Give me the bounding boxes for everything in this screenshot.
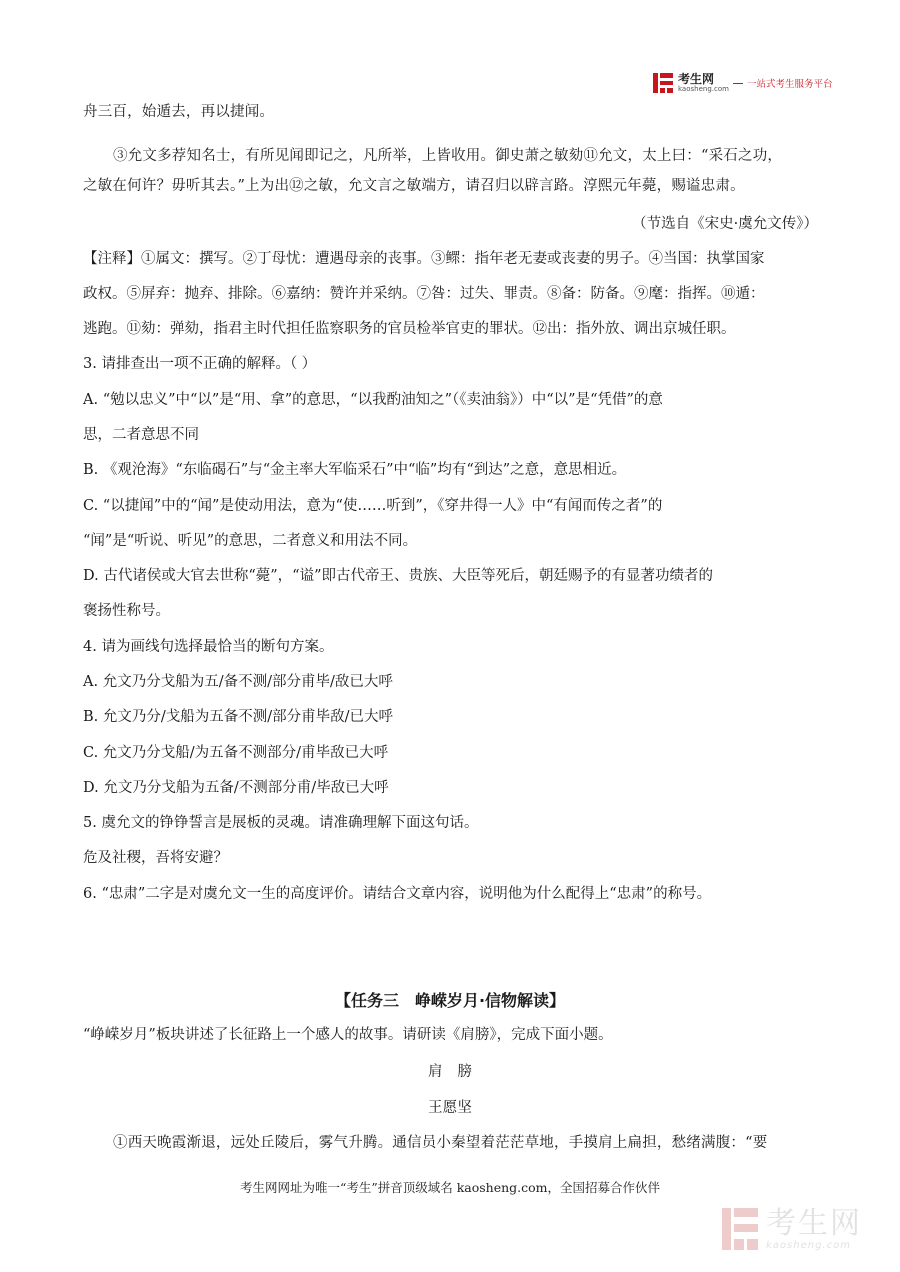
header-slogan: 一站式考生服务平台 xyxy=(746,79,833,90)
notes-line: 逃跑。⑪劾：弹劾，指君主时代担任监察职务的官员检举官吏的罪状。⑫出：指外放、调出京城任职。 xyxy=(83,321,736,337)
question-5-quote: 危及社稷，吾将安避？ xyxy=(83,850,228,866)
notes-line: 【注释】①属文：撰写。②丁母忧：遭遇母亲的丧事。③鳏：指年老无妻或丧妻的男子。④当国：执掌国家 xyxy=(83,251,765,267)
watermark xyxy=(720,1206,862,1252)
question-4-stem: 4. 请为画线句选择最恰当的断句方案。 xyxy=(83,639,334,655)
question-3-option-a-cont: 思，二者意思不同 xyxy=(83,427,199,443)
question-3-option-b: B. 《观沧海》“东临碣石”与“金主率大军临采石”中“临”均有“到达”之意，意思相近。 xyxy=(83,462,627,478)
question-6-stem: 6. “忠肃”二字是对虞允文一生的高度评价。请结合文章内容，说明他为什么配得上“忠肃”的称号。 xyxy=(83,886,712,902)
question-3-option-d-cont: 褒扬性称号。 xyxy=(83,603,170,619)
question-3-option-a: A. “勉以忠义”中“以”是“用、拿”的意思，“以我酌油知之”（《卖油翁》）中“以”是“凭借”的意 xyxy=(83,392,663,408)
question-5-stem: 5. 虞允文的铮铮誓言是展板的灵魂。请准确理解下面这句话。 xyxy=(83,815,479,831)
passage-line: 舟三百，始遁去，再以捷闻。 xyxy=(83,104,275,120)
story-author: 王愿坚 xyxy=(427,1100,473,1116)
story-title: 肩 膀 xyxy=(427,1064,473,1080)
task-3-title: 【任务三 峥嵘岁月·信物解读】 xyxy=(334,991,566,1010)
question-4-option-a: A. 允文乃分戈船为五/备不测/部分甫毕/敌已大呼 xyxy=(83,674,393,690)
header-logo[interactable] xyxy=(652,72,832,94)
question-3-option-c-cont: “闻”是“听说、听见”的意思，二者意义和用法不同。 xyxy=(83,533,418,549)
question-4-option-c: C. 允文乃分戈船/为五备不测部分/甫毕敌已大呼 xyxy=(83,745,389,761)
passage-source: （节选自《宋史·虞允文传》） xyxy=(632,216,818,232)
task-3-intro: “峥嵘岁月”板块讲述了长征路上一个感人的故事。请研读《肩膀》，完成下面小题。 xyxy=(83,1027,613,1043)
page-footer: 考生网网址为唯一“考生”拼音顶级域名 kaosheng.com，全国招募合作伙伴 xyxy=(239,1180,661,1195)
question-3-option-d: D. 古代诸侯或大官去世称“薨”，“谥”即古代帝王、贵族、大臣等死后，朝廷赐予的有显著功绩者的 xyxy=(83,568,713,584)
kaosheng-logo-icon xyxy=(652,72,674,94)
kaosheng-watermark-icon xyxy=(720,1206,760,1252)
header-brand: 考生网 kaosheng.com xyxy=(678,71,729,93)
watermark-domain: kaosheng.com xyxy=(766,1239,851,1251)
story-paragraph-1: ①西天晚霞渐退，远处丘陵后，雾气升腾。通信员小秦望着茫茫草地，手摸肩上扁担，愁绪满腹：“要 xyxy=(113,1135,768,1151)
passage-para3-line2: 之敏在何许？毋听其去。”上为出⑫之敏，允文言之敏端方，请召归以辟言路。淳熙元年薨，赐谥忠肃。 xyxy=(83,178,745,194)
question-3-stem: 3. 请排查出一项不正确的解释。（ ） xyxy=(83,356,317,372)
question-3-option-c: C. “以捷闻”中的“闻”是使动用法，意为“使……听到”，《穿井得一人》中“有闻而传之者”的 xyxy=(83,498,663,514)
question-4-option-d: D. 允文乃分戈船为五备/不测部分甫/毕敌已大呼 xyxy=(83,780,389,796)
watermark-text: 考生网 xyxy=(766,1205,862,1241)
header-separator xyxy=(733,83,743,84)
notes-line: 政权。⑤屏弃：抛弃、排除。⑥嘉纳：赞许并采纳。⑦咎：过失、罪责。⑧备：防备。⑨麾：指挥。⑩遁： xyxy=(83,286,765,302)
question-4-option-b: B. 允文乃分/戈船为五备不测/部分甫毕敌/已大呼 xyxy=(83,709,394,725)
passage-para3-line1: ③允文多荐知名士，有所见闻即记之，凡所举，上皆收用。御史萧之敏劾⑪允文，太上曰：“采石之功， xyxy=(113,148,783,164)
